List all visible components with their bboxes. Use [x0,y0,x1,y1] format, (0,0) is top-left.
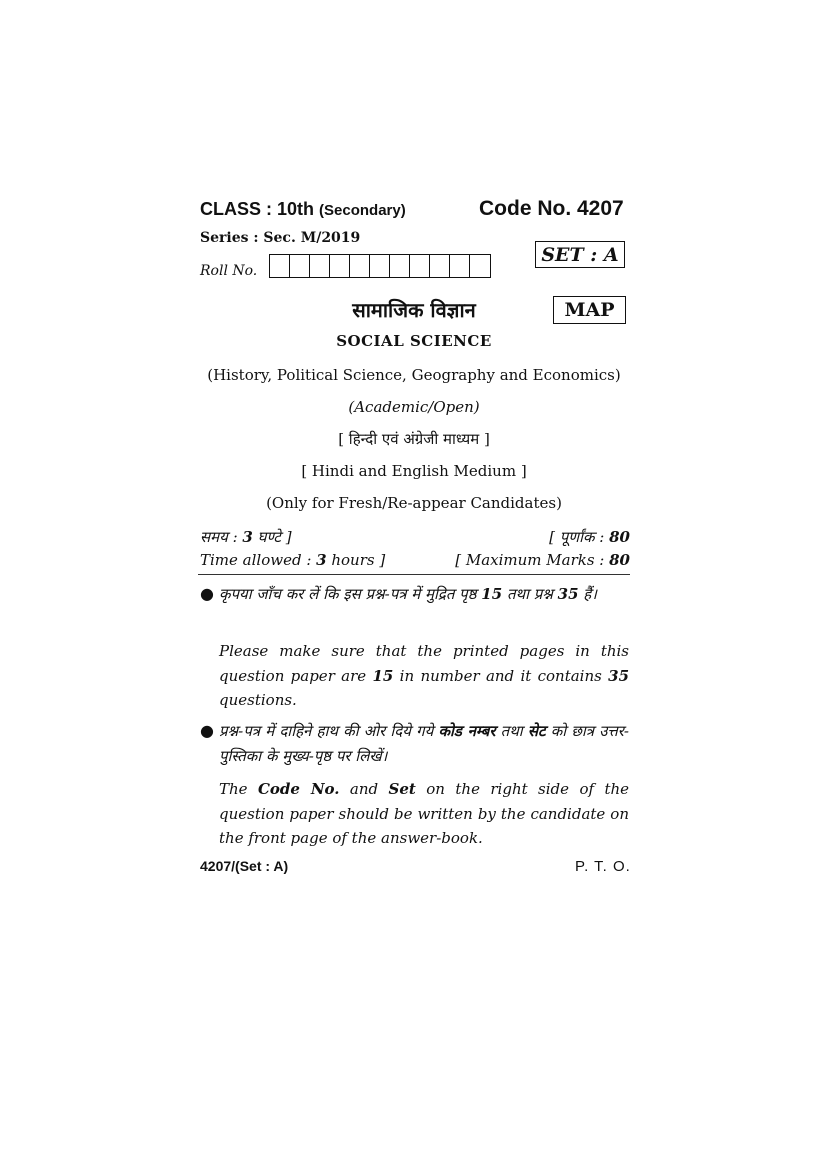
medium-english: [ Hindi and English Medium ] [301,462,527,480]
roll-box[interactable] [270,255,290,277]
instruction-1-hindi [219,582,629,607]
instruction-2-hindi [219,719,629,768]
set-label: SET : A [541,243,619,266]
text-bold: 15 [481,585,503,603]
marks-english-prefix: [ Maximum Marks : [455,551,610,569]
roll-number-boxes[interactable] [269,254,491,278]
roll-box[interactable] [470,255,490,277]
roll-box[interactable] [450,255,470,277]
text-bold: 15 [372,666,394,685]
class-text: CLASS : 10th [200,199,315,219]
roll-box[interactable] [290,255,310,277]
bullet-icon: ● [200,584,214,603]
text-bold: 35 [608,666,630,685]
text: हैं। [578,585,597,603]
marks-english [455,551,630,569]
class-label [200,199,406,220]
instruction-1-english [219,639,629,713]
divider [198,574,630,575]
text: प्रश्न-पत्र में दाहिने हाथ की ओर दिये गये [219,722,439,740]
time-hindi-prefix: समय : [200,528,243,546]
time-hindi [200,527,292,547]
text-bold: Set [388,780,416,798]
text: on the right side of the question paper should be written by the candidate on the front page of the answer-book. [219,780,630,847]
time-english-prefix: Time allowed : [200,551,317,569]
footer-code: 4207/(Set : A) [200,858,289,874]
time-hindi-suffix: घण्टे ] [252,528,292,546]
instruction-2-english [219,777,629,851]
code-number: Code No. 4207 [479,197,624,220]
text: The [219,780,258,798]
text: तथा प्रश्न [502,585,558,603]
map-badge: MAP [553,296,626,324]
mode-line: (Academic/Open) [348,398,480,416]
marks-hindi [549,527,630,547]
roll-box[interactable] [330,255,350,277]
text: कृपया जाँच कर लें कि इस प्रश्न-पत्र में मुद्रित पृष्ठ [219,585,482,603]
marks-english-value: 80 [609,551,630,569]
footer-pto: P. T. O. [575,858,631,875]
text: in number and it contains [393,666,609,685]
roll-box[interactable] [370,255,390,277]
marks-hindi-prefix: [ पूर्णांक : [549,528,610,546]
roll-box[interactable] [390,255,410,277]
subjects-line: (History, Political Science, Geography and Economics) [207,366,621,384]
time-hindi-value: 3 [242,528,253,546]
time-english-suffix: hours ] [326,551,386,569]
time-english-value: 3 [316,551,327,569]
roll-box[interactable] [430,255,450,277]
text-bold: 35 [557,585,579,603]
text-bold: कोड नम्बर [438,722,496,740]
set-badge [535,241,625,268]
text-bold: Code No. [257,780,340,798]
time-row-hindi [200,527,630,547]
title-english: SOCIAL SCIENCE [336,332,492,350]
text: questions. [219,691,297,709]
roll-box[interactable] [350,255,370,277]
marks-hindi-value: 80 [609,528,630,546]
series-label: Series : Sec. M/2019 [200,230,361,246]
text: को छात्र उत्तर-पुस्तिका के मुख्य-पृष्ठ पर लिखें। [219,722,629,765]
text: तथा [495,722,528,740]
bullet-icon: ● [200,721,214,740]
text-bold: सेट [527,722,546,740]
roll-box[interactable] [410,255,430,277]
time-row-english [200,551,630,569]
roll-box[interactable] [310,255,330,277]
text: Please make sure that the printed pages in this question paper are [219,642,629,685]
class-sub-text: (Secondary) [319,202,406,219]
candidates-line: (Only for Fresh/Re-appear Candidates) [266,494,562,512]
time-english [200,551,385,569]
roll-number-label: Roll No. [200,263,258,279]
text: and [339,780,389,798]
title-hindi: सामाजिक विज्ञान [352,298,476,322]
medium-hindi: [ हिन्दी एवं अंग्रेजी माध्यम ] [338,430,490,448]
